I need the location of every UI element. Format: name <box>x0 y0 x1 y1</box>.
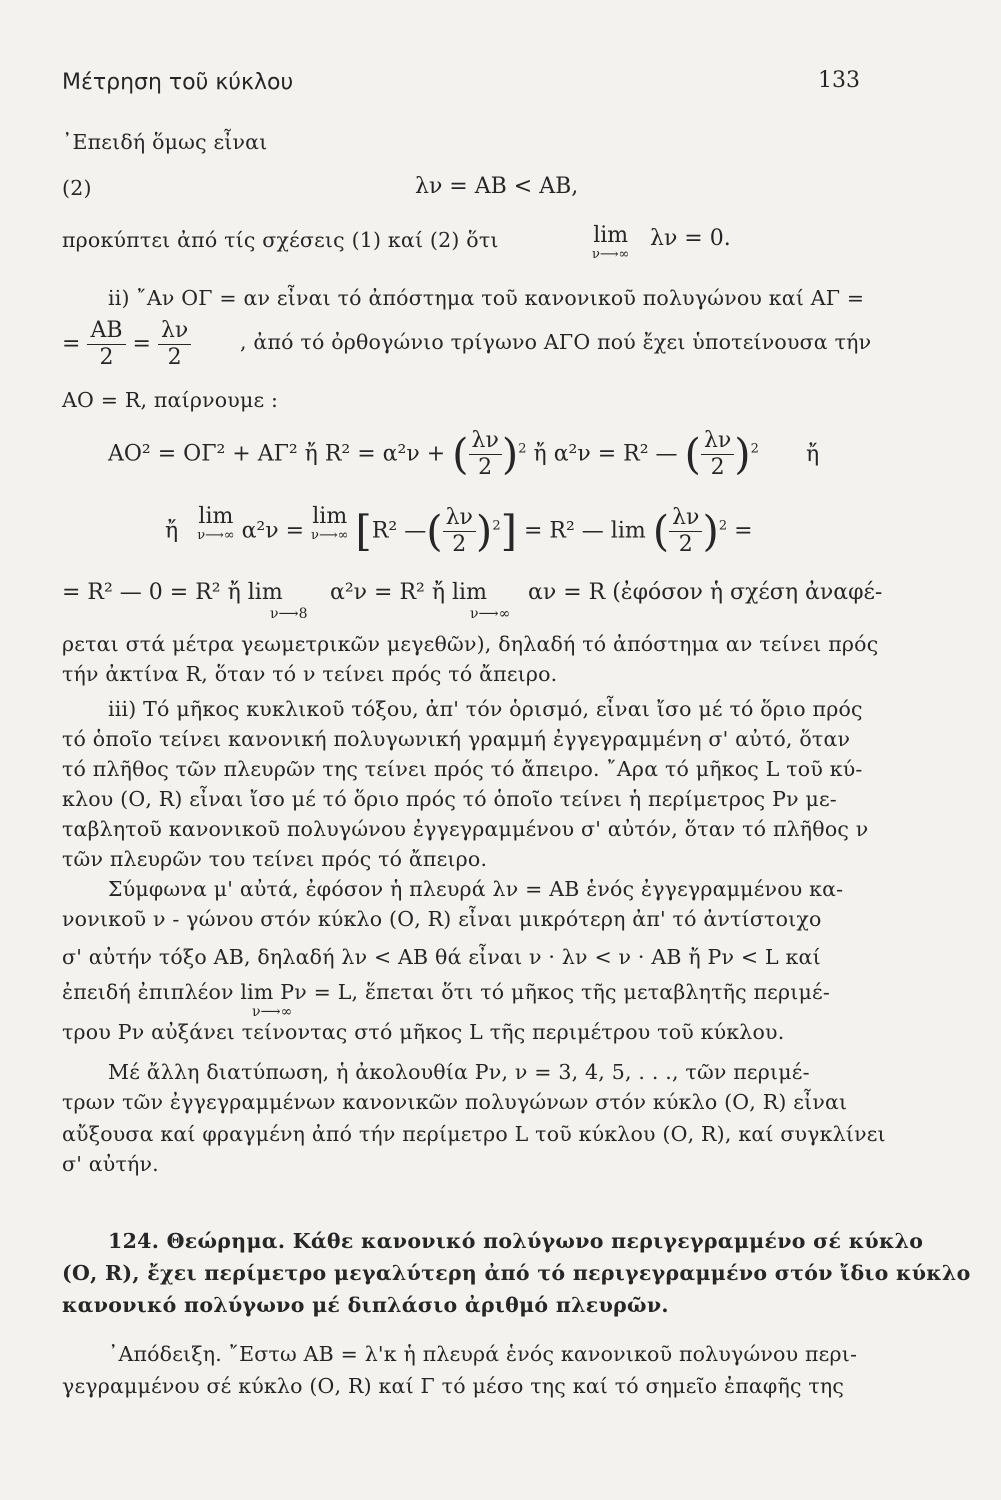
limit-operator <box>592 224 629 262</box>
text-line: νονικοῦ ν - γώνου στόν κύκλο (Ο, R) εἶναι μικρότερη ἀπ' τό ἀντίστοιχο <box>62 907 822 931</box>
text-line: ii) ῎Αν ΟΓ = αν εἶναι τό ἀπόστημα τοῦ κανονικοῦ πολυγώνου καί ΑΓ = <box>108 286 865 310</box>
text-line: Σύμφωνα μ' αὐτά, ἐφόσον ἡ πλευρά λν = AB ἑνός ἐγγεγραμμένου κα- <box>108 877 844 901</box>
text-line: τρου Pν αὐξάνει τείνοντας στό μῆκος L τῆς περιμέτρου τοῦ κύκλου. <box>62 1020 785 1044</box>
page-number: 133 <box>818 68 860 93</box>
text-line: τρων τῶν ἐγγεγραμμένων κανονικῶν πολυγώνων στόν κύκλο (Ο, R) εἶναι <box>62 1090 848 1114</box>
text-line: αὔξουσα καί φραγμένη ἀπό τήν περίμετρο L τοῦ κύκλου (Ο, R), καί συγκλίνει <box>62 1122 886 1146</box>
limit-result: λν = 0. <box>650 226 731 251</box>
lim-subscript: ν⟶∞ <box>470 606 511 622</box>
running-header: Μέτρηση τοῦ κύκλου <box>62 70 294 95</box>
text-line: σ' αὐτήν τόξο AB, δηλαδή λν < AB θά εἶναι ν · λν < ν · AB ἤ Pν < L καί <box>62 945 821 969</box>
theorem-line: κανονικό πολύγωνο μέ διπλάσιο ἀριθμό πλευρῶν. <box>62 1293 669 1317</box>
equation-limit-result-2: α²ν = R² ἤ lim <box>330 580 487 605</box>
theorem-line: 124. Θεώρημα. Κάθε κανονικό πολύγωνο περιγεγραμμένο σέ κύκλο <box>108 1229 924 1253</box>
text-line: , ἀπό τό ὀρθογώνιο τρίγωνο ΑΓΟ πού ἔχει ὑποτείνουσα τήν <box>240 330 872 354</box>
text-line: κλου (Ο, R) εἶναι ἴσο μέ τό ὅριο πρός τό ὁποῖο τείνει ἡ περίμετρος Pν με- <box>62 787 837 811</box>
text-line: ᾿Επειδή ὅμως εἶναι <box>62 130 268 154</box>
text-line: προκύπτει ἀπό τίς σχέσεις (1) καί (2) ὅτι <box>62 228 499 252</box>
text-line: σ' αὐτήν. <box>62 1152 159 1176</box>
equation-limit-result-3: αν = R (ἐφόσον ἡ σχέση ἀναφέ- <box>528 580 883 605</box>
lim-subscript: ν⟶∞ <box>252 1004 293 1020</box>
text-line: ταβλητοῦ κανονικοῦ πολυγώνου ἐγγεγραμμένου σ' αὐτόν, ὅταν τό πλῆθος ν <box>62 817 869 841</box>
proof-line: γεγραμμένου σέ κύκλο (Ο, R) καί Γ τό μέσο της καί τό σημεῖο ἐπαφῆς της <box>62 1374 845 1398</box>
text-line: Μέ ἄλλη διατύπωση, ἡ ἀκολουθία Pν, ν = 3, 4, 5, . . ., τῶν περιμέ- <box>108 1060 810 1084</box>
proof-line: ᾿Απόδειξη. ῎Εστω AB = λ'κ ἡ πλευρά ἑνός κανονικοῦ πολυγώνου περι- <box>108 1342 858 1366</box>
text-line: τήν ἀκτίνα R, ὅταν τό ν τείνει πρός τό ἄπειρο. <box>62 662 558 686</box>
fraction-ab-2: $\frac{AB}{2}$ <box>87 318 125 371</box>
theorem-line: (Ο, R), ἔχει περίμετρο μεγαλύτερη ἀπό τό περιγεγραμμένο στόν ἴδιο κύκλο <box>62 1261 971 1285</box>
text-line: τῶν πλευρῶν του τείνει πρός τό ἄπειρο. <box>62 847 488 871</box>
text-line: ΑΟ = R, παίρνουμε : <box>62 388 279 412</box>
equation-limit: ἤ lim ν⟶∞ α²ν = lim ν⟶∞ [R² —( $\frac{\lambda\nu}{2}$ )$^2$] = R² — lim ( $\frac{\lambda\nu}{2}$ )$^2$ = <box>165 504 753 557</box>
equation-label: (2) <box>62 176 92 200</box>
fraction-lambda-2: $\frac{\lambda\nu}{2}$ <box>158 318 191 371</box>
lim-text: lim <box>593 223 629 248</box>
text-line: τό πλῆθος τῶν πλευρῶν της τείνει πρός τό ἄπειρο. ῎Αρα τό μῆκος L τοῦ κύ- <box>62 757 863 781</box>
lim-subscript: ν⟶∞ <box>592 247 630 262</box>
equation-pythagoras: ΑΟ² = ΟΓ² + ΑΓ² ἤ R² = α²ν + ( $\frac{\lambda\nu}{2}$ )$^2$ ἤ α²ν = R² — ( $\frac{\lambda\nu}{2}$ )$^2$ ἤ <box>108 428 820 480</box>
fraction-line: = $\frac{AB}{2}$ = $\frac{\lambda\nu}{2}$ <box>62 318 191 371</box>
lim-subscript: ν⟶8 <box>270 606 308 622</box>
equation-limit-result: = R² — 0 = R² ἤ lim <box>62 580 283 605</box>
equation-2: λν = AB < AB, <box>415 174 579 199</box>
text-line: τό ὁποῖο τείνει κανονική πολυγωνική γραμμή ἐγγεγραμμένη σ' αὐτό, ὅταν <box>62 727 851 751</box>
text-line: ἐπειδή ἐπιπλέον lim Pν = L, ἕπεται ὅτι τό μῆκος τῆς μεταβλητῆς περιμέ- <box>62 980 830 1004</box>
text-line: ρεται στά μέτρα γεωμετρικῶν μεγεθῶν), δηλαδή τό ἀπόστημα αν τείνει πρός <box>62 632 879 656</box>
text-line: iii) Τό μῆκος κυκλικοῦ τόξου, ἀπ' τόν ὁρισμό, εἶναι ἴσο μέ τό ὅριο πρός <box>108 697 863 721</box>
